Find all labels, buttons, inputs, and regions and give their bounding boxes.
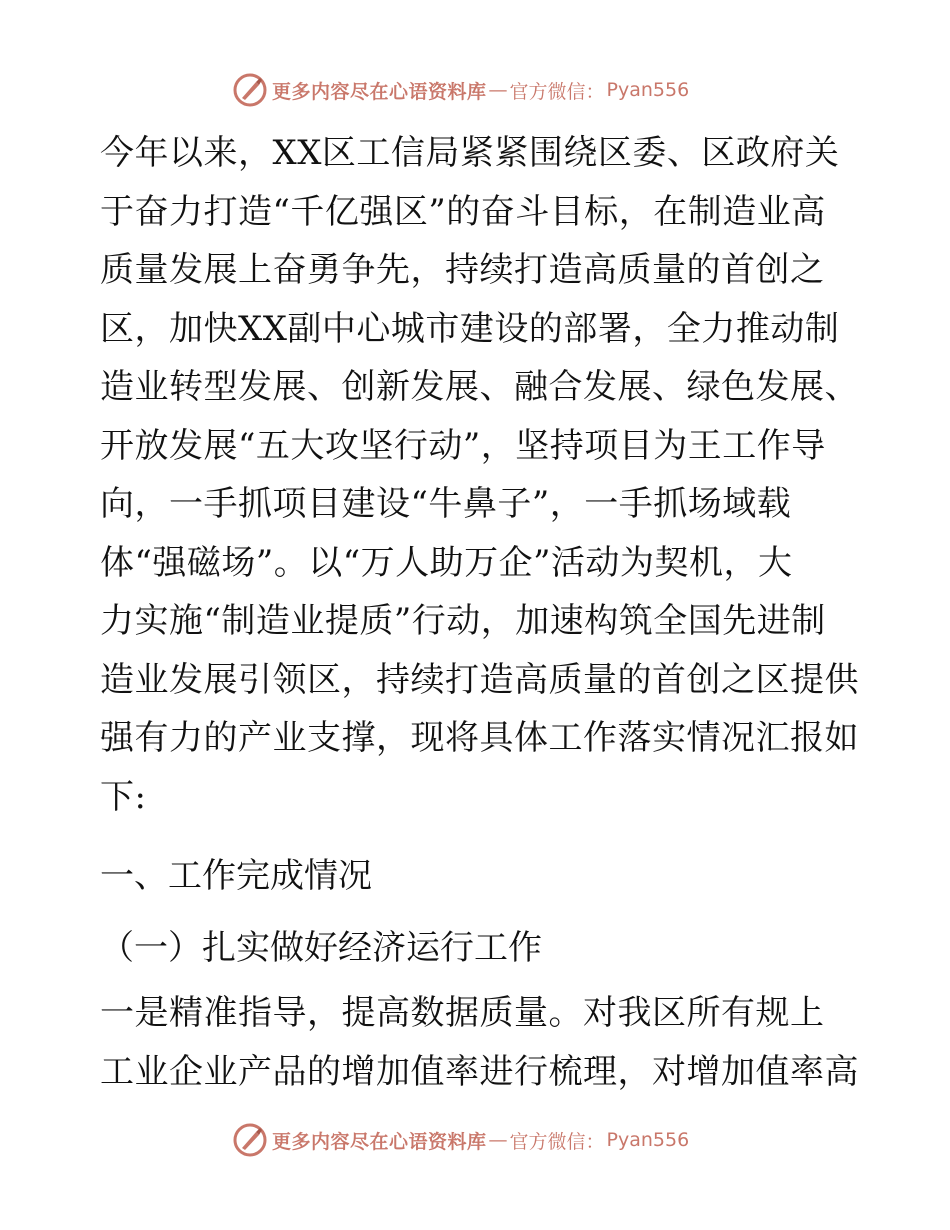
text-line: 力实施“制造业提质”行动，加速构筑全国先进制 [100, 601, 826, 641]
watermark-label: 官方微信： [509, 1130, 605, 1153]
watermark-site-name: 更多内容尽在心语资料库 [272, 80, 487, 103]
spacer [100, 826, 860, 840]
watermark-dash: — [488, 79, 508, 101]
watermark-dash: — [488, 1129, 508, 1151]
watermark-wechat-id: Pyan556 [606, 1129, 690, 1151]
pen-logo-icon [232, 72, 268, 108]
body-paragraph [100, 984, 860, 1101]
document-body [100, 124, 860, 1101]
subsection-heading: （一）扎实做好经济运行工作 [100, 928, 542, 968]
text-line: 下: [100, 776, 147, 817]
text-line: 强有力的产业支撑，现将具体工作落实情况汇报如 [100, 718, 859, 758]
intro-paragraph [100, 124, 860, 826]
text-line: 工业企业产品的增加值率进行梳理，对增加值率高 [100, 1051, 859, 1092]
text-line: 开放发展“五大攻坚行动”，坚持项目为王工作导 [100, 425, 826, 466]
watermark-label: 官方微信： [509, 80, 605, 103]
text-line: 一是精准指导，提高数据质量。对我区所有规上 [100, 993, 825, 1033]
text-line: 于奋力打造“千亿强区”的奋斗目标，在制造业高 [100, 191, 826, 232]
text-line: 造业转型发展、创新发展、融合发展、绿色发展、 [100, 367, 859, 407]
text-line: 造业发展引领区，持续打造高质量的首创之区提供 [100, 659, 859, 700]
watermark-site-name: 更多内容尽在心语资料库 [272, 1130, 487, 1153]
watermark-header [232, 70, 732, 110]
text-line: 区，加快XX副中心城市建设的部署，全力推动制 [100, 308, 840, 349]
text-line: 体“强磁场”。以“万人助万企”活动为契机，大 [100, 542, 793, 583]
watermark-wechat-id: Pyan556 [606, 79, 690, 101]
text-line: 今年以来，XX区工信局紧紧围绕区委、区政府关 [100, 133, 840, 173]
section-heading: 一、工作完成情况 [100, 856, 372, 896]
text-line: 向，一手抓项目建设“牛鼻子”，一手抓场域载 [100, 484, 792, 524]
pen-logo-icon [232, 1122, 268, 1158]
watermark-footer [232, 1120, 732, 1160]
text-line: 质量发展上奋勇争先，持续打造高质量的首创之 [100, 250, 825, 290]
